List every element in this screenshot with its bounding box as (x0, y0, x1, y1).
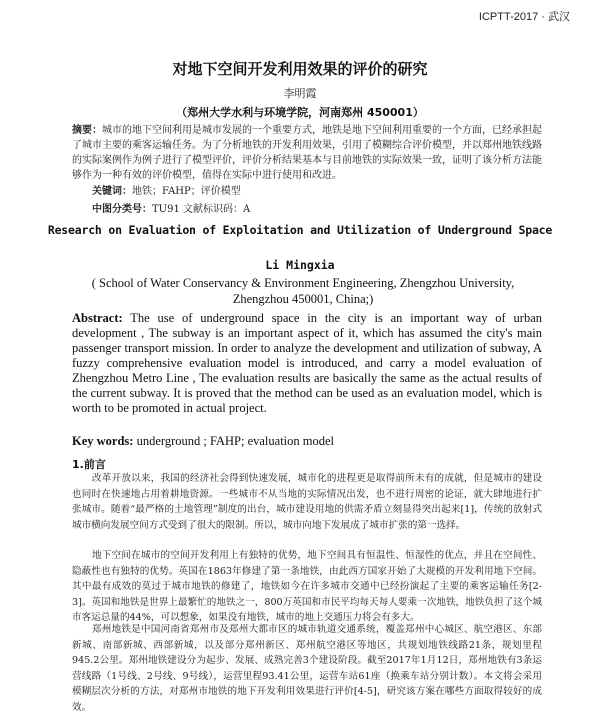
keywords-english (72, 434, 334, 449)
author-chinese: 李明霞 (283, 87, 317, 100)
body-paragraph-1: 改革开放以来，我国的经济社会得到快速发展，城市化的进程更是取得前所未有的成就，但是城市的建设也同时在快速地占用着耕地资源。一些城市不从当地的实际情况出发，也不进行周密的论证，就大肆地进行扩张城市。随着“最严格的土地管理”制度的出台，城市建设用地的供需矛盾立刻显得突出起来[1]，传统的放射式城市横向发展空间方式受到了很大的限制。所以，城市向地下发展成了城市扩张的第一选择。 (72, 473, 542, 531)
abstract-english-text: The use of underground space in the city is an important way of urban development , The subway is an important aspect of it, which has assumed the city's main passenger transport mission. In order to analyze the development and utilization of subway, A fuzzy comprehensive evaluation model is introduced, and carry a model evaluation of Zhengzhou Metro Line , The evaluation results are basically the same as the actual results of the current subway. It is proved that the method can be used as an evaluation model, which is worth to be promoted in actual project. (72, 311, 542, 415)
abstract-chinese-text: 城市的地下空间利用是城市发展的一个重要方式，地铁是地下空间利用重要的一个方面，已经承担起了城市主要的乘客运输任务。为了分析地铁的开发利用效果，引用了模糊综合评价模型，并以郑州地铁线路的实际案例作为例子进行了模型评价，评价分析结果基本与目前地铁的实际效果一致，证明了该分析方法能够作为一种有效的评价模型，值得在实际中进行使用和改进。 (72, 125, 542, 181)
affiliation-english: ( School of Water Conservancy & Environment Engineering, Zhengzhou University, Zhengzhou 450001, China;) (91, 276, 515, 306)
keywords-english-text: underground ; FAHP; evaluation model (133, 434, 335, 448)
classification-chinese (92, 200, 250, 215)
title-chinese: 对地下空间开发利用效果的评价的研究 (172, 60, 428, 78)
keywords-english-label: Key words: (72, 434, 134, 448)
abstract-english-label: Abstract: (72, 311, 123, 325)
conference-header: ICPTT-2017 · 武汉 (478, 11, 570, 23)
body-paragraph-2: 地下空间在城市的空间开发利用上有独特的优势，地下空间具有恒温性、恒湿性的优点，并且在空间性、隐蔽性也有独特的优势。英国在1863年修建了第一条地铁，由此西方国家开始了大规模的开发利用地下空间。其中最有成效的莫过于城市地铁的修建了，地铁如今在许多城市交通中已经扮演起了主要的乘客运输任务[2-3]。英国和地铁是世界上最繁忙的地铁之一，800万英国和市民平均每天每人要乘一次地铁，地铁负担了这个城市客运总量的44%，可以想象，如果没有地铁，城市的地上交通压力将会有多大。 (72, 550, 542, 624)
author-english: Li Mingxia (265, 258, 335, 272)
abstract-english (72, 311, 542, 416)
body-paragraph-3: 郑州地铁是中国河南省郑州市及郑州大都市区的城市轨道交通系统，覆盖郑州中心城区、航空港区、东部新城、南部新城、西部新城，以及部分郑州新区、郑州航空港区等地区，共规划地铁线路21条，规划里程945.2公里。郑州地铁建设分为起步、发展、成熟完善3个建设阶段。截至2017年1月12日，郑州地铁有3条运营线路（1号线、2号线、9号线），运营里程93.41公里，运营车站61座（换乘车站分别计数）。本文将会采用模糊层次分析的方法，对郑州市地铁的地下开发利用效果进行评价[4-5]，研究该方案在哪些方面取得较好的成效。 (72, 624, 542, 713)
keywords-chinese-text: 地铁；FAHP；评价模型 (132, 186, 241, 197)
title-english: Research on Evaluation of Exploitation and Utilization of Underground Space (47, 223, 553, 237)
keywords-chinese-label: 关键词： (92, 186, 132, 197)
section-heading-introduction: 1.前言 (72, 458, 106, 471)
classification-chinese-text: TU91 文献标识码：A (152, 204, 251, 215)
abstract-chinese-label: 摘要： (72, 125, 102, 136)
keywords-chinese (92, 182, 241, 197)
classification-chinese-label: 中图分类号： (92, 204, 152, 215)
affiliation-chinese: （郑州大学水利与环境学院，河南郑州 450001） (176, 106, 424, 119)
abstract-chinese (72, 123, 542, 183)
